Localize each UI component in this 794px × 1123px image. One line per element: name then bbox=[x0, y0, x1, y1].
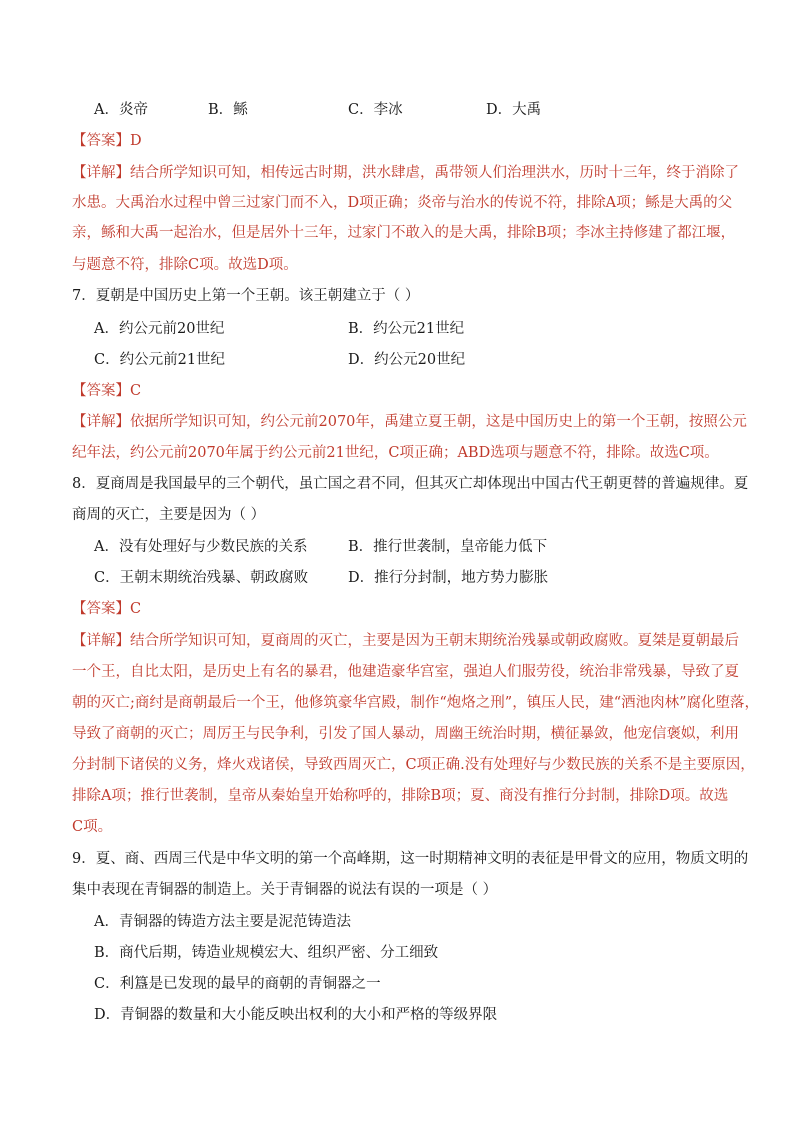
q8-detail-line-7: C项。 bbox=[72, 819, 113, 835]
q8-detail-line-2: 一个王，自比太阳，是历史上有名的暴君，他建造豪华宫室，强迫人们服劳役，统治非常残暴，导致了夏 bbox=[72, 664, 739, 680]
q8-stem-line-2: 商周的灭亡，主要是因为（ ） bbox=[72, 507, 266, 523]
q8-answer bbox=[72, 599, 724, 619]
q6-answer bbox=[72, 131, 724, 151]
q6-option-a: A．炎帝 bbox=[94, 102, 148, 118]
detail-tag: 【详解】 bbox=[72, 414, 130, 430]
q6-detail-line-4: 与题意不符，排除C项。故选D项。 bbox=[72, 257, 298, 273]
q8-detail-line-4: 导致了商朝的灭亡；周厉王与民争利，引发了国人暴动，周幽王统治时期，横征暴敛，他宠信褒姒，利用 bbox=[72, 726, 739, 742]
answer-tag: 【答案】 bbox=[72, 601, 130, 617]
answer-value: C bbox=[130, 383, 142, 399]
q8-stem-line-1: 8．夏商周是我国最早的三个朝代，虽亡国之君不同，但其灭亡却体现出中国古代王朝更替的普遍规律。夏 bbox=[72, 476, 749, 492]
q8-detail-line-1 bbox=[72, 631, 739, 651]
q9-option-c: C．利簋是已发现的最早的商朝的青铜器之一 bbox=[94, 976, 381, 992]
q7-detail-line-2: 纪年法，约公元前2070年属于约公元前21世纪，C项正确；ABD选项与题意不符，排除。故选C项。 bbox=[72, 445, 719, 461]
detail-text: 依据所学知识可知，约公元前2070年，禹建立夏王朝，这是中国历史上的第一个王朝，按照公元 bbox=[130, 414, 747, 430]
q6-option-b: B．鲧 bbox=[208, 102, 248, 118]
q9-stem-line-1: 9．夏、商、西周三代是中华文明的第一个高峰期，这一时期精神文明的表征是甲骨文的应用，物质文明的 bbox=[72, 851, 749, 867]
detail-tag: 【详解】 bbox=[72, 633, 130, 649]
q6-option-d: D．大禹 bbox=[486, 102, 542, 118]
answer-value: C bbox=[130, 601, 142, 617]
q8-option-c: C．王朝末期统治残暴、朝政腐败 bbox=[94, 570, 309, 586]
q8-option-d: D．推行分封制，地方势力膨胀 bbox=[348, 570, 549, 586]
q8-option-b: B．推行世袭制，皇帝能力低下 bbox=[348, 539, 548, 555]
q6-option-c: C．李冰 bbox=[348, 102, 403, 118]
q7-option-a: A．约公元前20世纪 bbox=[94, 321, 225, 337]
q8-detail-line-5: 分封制下诸侯的义务，烽火戏诸侯，导致西周灭亡，C项正确.没有处理好与少数民族的关系不是主要原因， bbox=[72, 757, 755, 773]
detail-tag: 【详解】 bbox=[72, 165, 130, 181]
q8-option-a: A．没有处理好与少数民族的关系 bbox=[94, 539, 308, 555]
q9-option-d: D．青铜器的数量和大小能反映出权利的大小和严格的等级界限 bbox=[94, 1007, 498, 1023]
q9-option-b: B．商代后期，铸造业规模宏大、组织严密、分工细致 bbox=[94, 945, 439, 961]
q7-option-b: B．约公元21世纪 bbox=[348, 321, 465, 337]
answer-value: D bbox=[130, 133, 142, 149]
q6-detail-line-3: 亲，鲧和大禹一起治水，但是居外十三年，过家门不敢入的是大禹，排除B项；李冰主持修建了都江堰， bbox=[72, 225, 736, 241]
q7-answer bbox=[72, 381, 724, 401]
answer-tag: 【答案】 bbox=[72, 383, 130, 399]
q8-detail-line-3: 朝的灭亡;商纣是商朝最后一个王，他修筑豪华宫殿，制作“炮烙之刑”，镇压人民，建“酒池肉林”腐化堕落， bbox=[72, 695, 760, 711]
q9-option-a: A．青铜器的铸造方法主要是泥范铸造法 bbox=[94, 914, 351, 930]
q9-stem-line-2: 集中表现在青铜器的制造上。关于青铜器的说法有误的一项是（ ） bbox=[72, 882, 498, 898]
q6-detail-line-2: 水患。大禹治水过程中曾三过家门而不入，D项正确；炎帝与治水的传说不符，排除A项；鲧是大禹的父 bbox=[72, 195, 733, 211]
q6-detail-line-1 bbox=[72, 163, 739, 183]
q7-option-d: D．约公元20世纪 bbox=[348, 352, 466, 368]
answer-tag: 【答案】 bbox=[72, 133, 130, 149]
q7-option-c: C．约公元前21世纪 bbox=[94, 352, 226, 368]
q8-detail-line-6: 排除A项；推行世袭制，皇帝从秦始皇开始称呼的，排除B项；夏、商没有推行分封制，排除D项。故选 bbox=[72, 788, 729, 804]
q7-detail-line-1 bbox=[72, 412, 747, 432]
detail-text: 结合所学知识可知，相传远古时期，洪水肆虐，禹带领人们治理洪水，历时十三年，终于消除了 bbox=[130, 165, 739, 181]
detail-text: 结合所学知识可知，夏商周的灭亡，主要是因为王朝末期统治残暴或朝政腐败。夏桀是夏朝最后 bbox=[130, 633, 739, 649]
q7-stem: 7．夏朝是中国历史上第一个王朝。该王朝建立于（ ） bbox=[72, 288, 420, 304]
